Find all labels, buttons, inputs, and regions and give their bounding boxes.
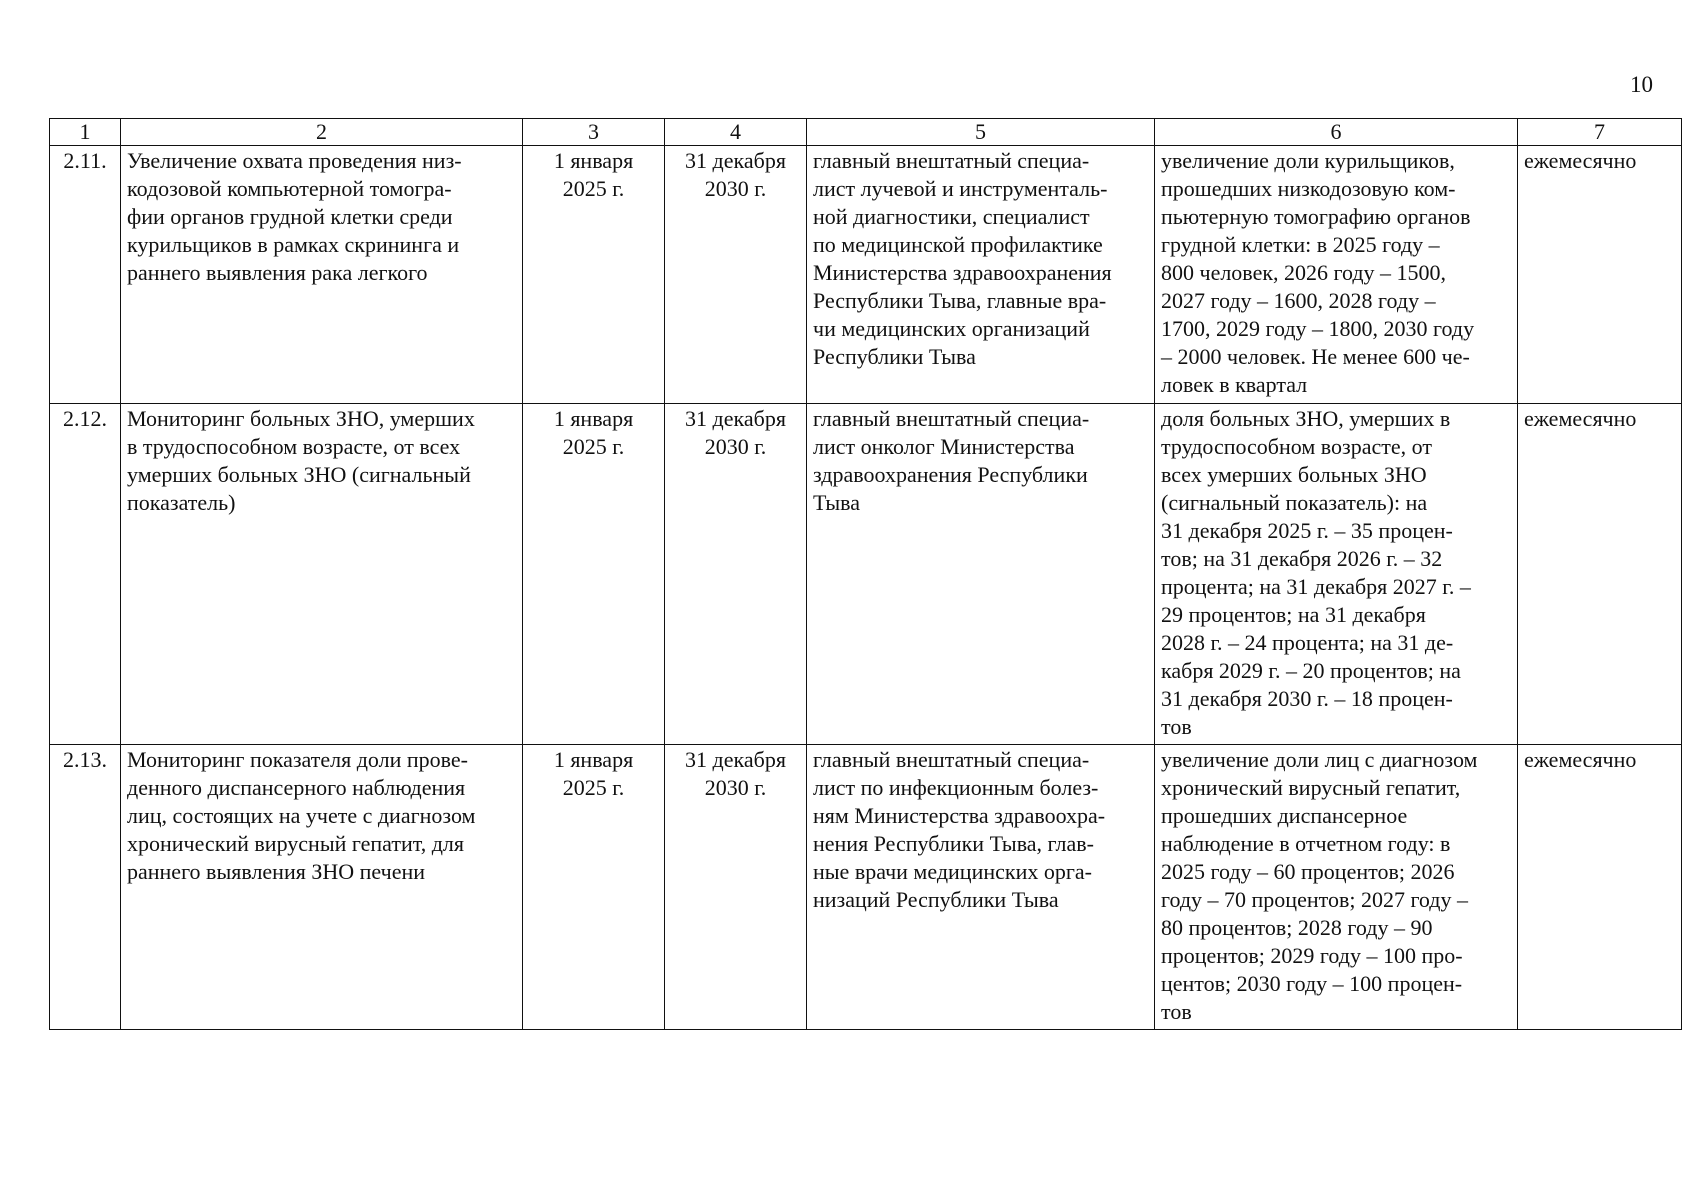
result-line: 80 процентов; 2028 году – 90 (1161, 915, 1433, 940)
activity-line: в трудоспособном возрасте, от всех (127, 434, 461, 459)
start-date-line: 2025 г. (562, 176, 625, 201)
result-line: 29 процентов; на 31 декабря (1161, 602, 1426, 627)
result-line: тов (1161, 714, 1192, 739)
end-date-line: 31 декабря (685, 747, 786, 772)
result-line: процентов; 2029 году – 100 про- (1161, 943, 1463, 968)
result-line: (сигнальный показатель): на (1161, 490, 1428, 515)
responsible-line: по медицинской профилактике (813, 232, 1103, 257)
end-date-line: 2030 г. (704, 434, 767, 459)
end-date-line: 2030 г. (704, 775, 767, 800)
responsible-cell (807, 745, 1155, 1030)
start-date-line: 1 января (553, 148, 634, 173)
result-line: – 2000 человек. Не менее 600 че- (1161, 344, 1470, 369)
responsible-line: нения Республики Тыва, глав- (813, 831, 1094, 856)
responsible-line: главный внештатный специа- (813, 747, 1090, 772)
start-date-line: 2025 г. (562, 775, 625, 800)
result-line: 1700, 2029 году – 1800, 2030 году (1161, 316, 1475, 341)
start-date-cell (523, 745, 665, 1030)
result-line: центов; 2030 году – 100 процен- (1161, 971, 1463, 996)
activity-line: лиц, состоящих на учете с диагнозом (127, 803, 476, 828)
start-date-cell (523, 404, 665, 745)
responsible-line: здравоохранения Республики (813, 462, 1088, 487)
item-number: 2.11. (50, 146, 121, 404)
activity-line: умерших больных ЗНО (сигнальный (127, 462, 471, 487)
result-line: 2028 г. – 24 процента; на 31 де- (1161, 630, 1454, 655)
item-number: 2.12. (50, 404, 121, 745)
column-number: 5 (807, 119, 1155, 146)
column-number-row (50, 119, 1682, 146)
activity-cell (121, 745, 523, 1030)
column-number: 3 (523, 119, 665, 146)
result-line: всех умерших больных ЗНО (1161, 462, 1427, 487)
result-line: прошедших низкодозовую ком- (1161, 176, 1456, 201)
result-line: наблюдение в отчетном году: в (1161, 831, 1451, 856)
activity-line: Мониторинг больных ЗНО, умерших (127, 406, 475, 431)
responsible-line: низаций Республики Тыва (813, 887, 1059, 912)
result-line: доля больных ЗНО, умерших в (1161, 406, 1451, 431)
frequency-cell: ежемесячно (1518, 404, 1682, 745)
result-line: тов (1161, 999, 1192, 1024)
end-date-line: 2030 г. (704, 176, 767, 201)
result-line: грудной клетки: в 2025 году – (1161, 232, 1440, 257)
result-cell (1155, 146, 1518, 404)
column-number: 4 (665, 119, 807, 146)
activity-line: Увеличение охвата проведения низ- (127, 148, 462, 173)
responsible-line: лист по инфекционным болез- (813, 775, 1099, 800)
result-line: пьютерную томографию органов (1161, 204, 1471, 229)
activity-line: раннего выявления рака легкого (127, 260, 428, 285)
result-line: кабря 2029 г. – 20 процентов; на (1161, 658, 1461, 683)
responsible-line: ные врачи медицинских орга- (813, 859, 1092, 884)
item-number: 2.13. (50, 745, 121, 1030)
result-line: тов; на 31 декабря 2026 г. – 32 (1161, 546, 1443, 571)
responsible-cell (807, 146, 1155, 404)
responsible-line: Тыва (813, 490, 860, 515)
activity-line: кодозовой компьютерной томогра- (127, 176, 452, 201)
start-date-cell (523, 146, 665, 404)
frequency-cell: ежемесячно (1518, 146, 1682, 404)
table-row (50, 404, 1682, 745)
end-date-cell (665, 404, 807, 745)
end-date-line: 31 декабря (685, 406, 786, 431)
responsible-line: чи медицинских организаций (813, 316, 1090, 341)
responsible-line: лист лучевой и инструменталь- (813, 176, 1108, 201)
responsible-line: главный внештатный специа- (813, 148, 1090, 173)
activity-line: показатель) (127, 490, 236, 515)
result-line: прошедших диспансерное (1161, 803, 1408, 828)
result-line: 2025 году – 60 процентов; 2026 (1161, 859, 1455, 884)
result-line: хронический вирусный гепатит, (1161, 775, 1461, 800)
result-line: увеличение доли лиц с диагнозом (1161, 747, 1478, 772)
responsible-line: главный внештатный специа- (813, 406, 1090, 431)
responsible-line: ням Министерства здравоохра- (813, 803, 1106, 828)
start-date-line: 2025 г. (562, 434, 625, 459)
responsible-line: ной диагностики, специалист (813, 204, 1090, 229)
table-row (50, 745, 1682, 1030)
result-line: 31 декабря 2030 г. – 18 процен- (1161, 686, 1453, 711)
result-line: увеличение доли курильщиков, (1161, 148, 1455, 173)
measures-table (49, 118, 1682, 1030)
activity-cell (121, 146, 523, 404)
start-date-line: 1 января (553, 747, 634, 772)
end-date-cell (665, 146, 807, 404)
activity-line: денного диспансерного наблюдения (127, 775, 466, 800)
end-date-cell (665, 745, 807, 1030)
activity-line: курильщиков в рамках скрининга и (127, 232, 460, 257)
responsible-cell (807, 404, 1155, 745)
result-line: 2027 году – 1600, 2028 году – (1161, 288, 1436, 313)
result-line: 800 человек, 2026 году – 1500, (1161, 260, 1447, 285)
activity-line: фии органов грудной клетки среди (127, 204, 453, 229)
activity-line: хронический вирусный гепатит, для (127, 831, 464, 856)
result-line: трудоспособном возрасте, от (1161, 434, 1432, 459)
result-line: ловек в квартал (1161, 372, 1308, 397)
activity-line: раннего выявления ЗНО печени (127, 859, 426, 884)
column-number: 2 (121, 119, 523, 146)
result-line: процента; на 31 декабря 2027 г. – (1161, 574, 1471, 599)
responsible-line: Республики Тыва, главные вра- (813, 288, 1107, 313)
page-number: 10 (1630, 72, 1653, 97)
column-number: 1 (50, 119, 121, 146)
frequency-cell: ежемесячно (1518, 745, 1682, 1030)
table-row (50, 146, 1682, 404)
end-date-line: 31 декабря (685, 148, 786, 173)
result-cell (1155, 404, 1518, 745)
result-line: 31 декабря 2025 г. – 35 процен- (1161, 518, 1453, 543)
column-number: 7 (1518, 119, 1682, 146)
activity-cell (121, 404, 523, 745)
result-cell (1155, 745, 1518, 1030)
responsible-line: Республики Тыва (813, 344, 976, 369)
result-line: году – 70 процентов; 2027 году – (1161, 887, 1468, 912)
activity-line: Мониторинг показателя доли прове- (127, 747, 468, 772)
responsible-line: лист онколог Министерства (813, 434, 1075, 459)
column-number: 6 (1155, 119, 1518, 146)
start-date-line: 1 января (553, 406, 634, 431)
responsible-line: Министерства здравоохранения (813, 260, 1112, 285)
